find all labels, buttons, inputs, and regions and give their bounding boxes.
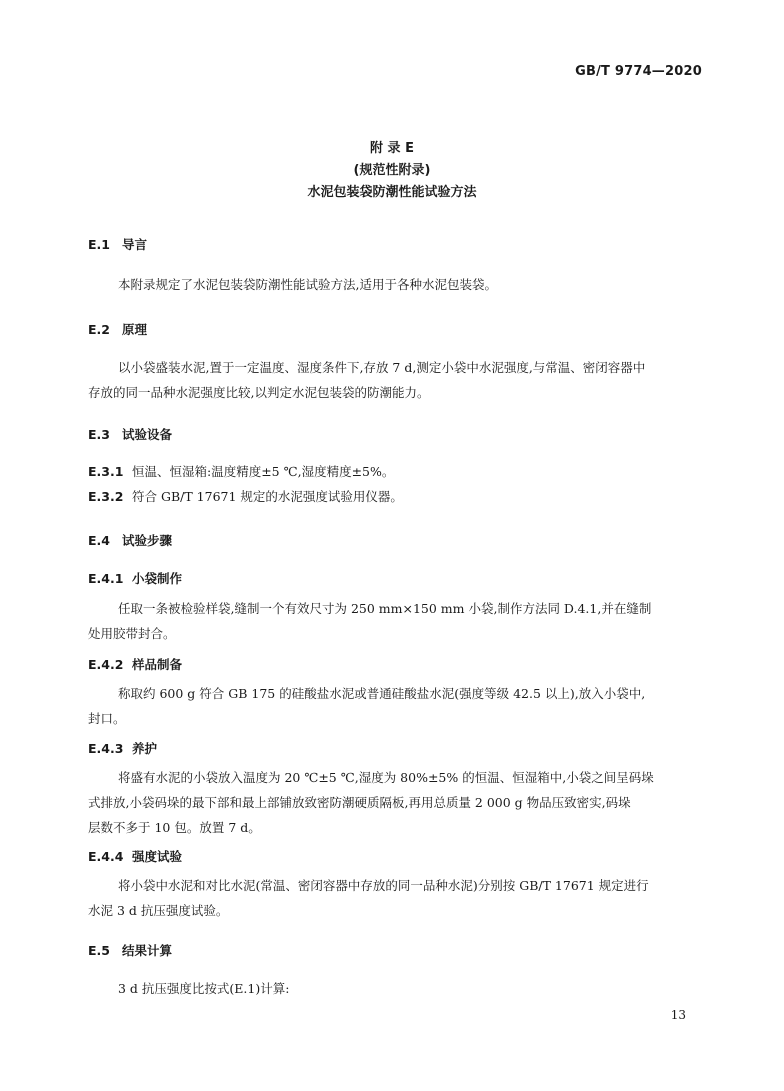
paragraph-line: 封口。 <box>88 711 126 726</box>
paragraph-line: 以小袋盛装水泥,置于一定温度、湿度条件下,存放 7 d,测定小袋中水泥强度,与常温、密闭容器中 <box>118 360 646 375</box>
subsection-number: E.4.2 <box>88 657 124 672</box>
subsection-heading-e4-1 <box>88 569 182 587</box>
section-heading-e3 <box>88 425 172 443</box>
subsection-title: 养护 <box>132 741 158 756</box>
section-title: 结果计算 <box>122 943 173 958</box>
section-heading-e1 <box>88 235 147 253</box>
section-title: 试验步骤 <box>122 533 173 548</box>
clause-number: E.3.1 <box>88 464 124 479</box>
section-number: E.2 <box>88 322 110 337</box>
subsection-number: E.4.3 <box>88 741 124 756</box>
annex-title: 水泥包装袋防潮性能试验方法 <box>307 185 477 200</box>
paragraph-e4-2 <box>88 681 704 731</box>
paragraph-e1 <box>88 272 704 297</box>
paragraph-line: 式排放,小袋码垛的最下部和最上部铺放致密防潮硬质隔板,再用总质量 2 000 g 物品压致密实,码垛 <box>88 795 631 810</box>
paragraph-line: 水泥 3 d 抗压强度试验。 <box>88 903 229 918</box>
section-number: E.4 <box>88 533 110 548</box>
clause-text: 恒温、恒湿箱:温度精度±5 ℃,湿度精度±5%。 <box>132 464 395 479</box>
subsection-title: 强度试验 <box>132 849 183 864</box>
clause-text: 符合 GB/T 17671 规定的水泥强度试验用仪器。 <box>132 489 403 504</box>
section-heading-e5 <box>88 941 172 959</box>
paragraph-e2 <box>88 355 704 405</box>
clause-e3-2 <box>88 487 403 505</box>
subsection-number: E.4.4 <box>88 849 124 864</box>
paragraph-line: 处用胶带封合。 <box>88 626 176 641</box>
paragraph-line: 本附录规定了水泥包装袋防潮性能试验方法,适用于各种水泥包装袋。 <box>118 277 497 292</box>
clause-e3-1 <box>88 462 394 480</box>
section-title: 试验设备 <box>122 427 173 442</box>
paragraph-line: 将盛有水泥的小袋放入温度为 20 ℃±5 ℃,湿度为 80%±5% 的恒温、恒湿箱中,小袋之间呈码垛 <box>118 770 654 785</box>
paragraph-e4-3 <box>88 765 704 840</box>
paragraph-line: 将小袋中水泥和对比水泥(常温、密闭容器中存放的同一品种水泥)分别按 GB/T 17671 规定进行 <box>118 878 649 893</box>
section-number: E.1 <box>88 237 110 252</box>
section-title: 原理 <box>122 322 148 337</box>
subsection-title: 样品制备 <box>132 657 183 672</box>
page-number: 13 <box>670 1008 686 1022</box>
section-heading-e2 <box>88 320 147 338</box>
section-number: E.3 <box>88 427 110 442</box>
paragraph-line: 任取一条被检验样袋,缝制一个有效尺寸为 250 mm×150 mm 小袋,制作方法同 D.4.1,并在缝制 <box>118 601 652 616</box>
paragraph-e4-1 <box>88 596 704 646</box>
subsection-heading-e4-3 <box>88 739 157 757</box>
annex-type: (规范性附录) <box>353 163 431 178</box>
subsection-heading-e4-2 <box>88 655 182 673</box>
paragraph-e5 <box>88 976 704 1001</box>
section-title: 导言 <box>122 237 148 252</box>
annex-label: 附 录 E <box>370 141 414 156</box>
subsection-title: 小袋制作 <box>132 571 183 586</box>
paragraph-line: 层数不多于 10 包。放置 7 d。 <box>88 820 261 835</box>
standard-id: GB/T 9774—2020 <box>575 64 702 79</box>
paragraph-line: 存放的同一品种水泥强度比较,以判定水泥包装袋的防潮能力。 <box>88 385 430 400</box>
paragraph-line: 3 d 抗压强度比按式(E.1)计算: <box>118 981 290 996</box>
clause-number: E.3.2 <box>88 489 124 504</box>
paragraph-e4-4 <box>88 873 704 923</box>
paragraph-line: 称取约 600 g 符合 GB 175 的硅酸盐水泥或普通硅酸盐水泥(强度等级 42.5 以上),放入小袋中, <box>118 686 646 701</box>
subsection-heading-e4-4 <box>88 847 182 865</box>
section-heading-e4 <box>88 531 172 549</box>
subsection-number: E.4.1 <box>88 571 124 586</box>
section-number: E.5 <box>88 943 110 958</box>
